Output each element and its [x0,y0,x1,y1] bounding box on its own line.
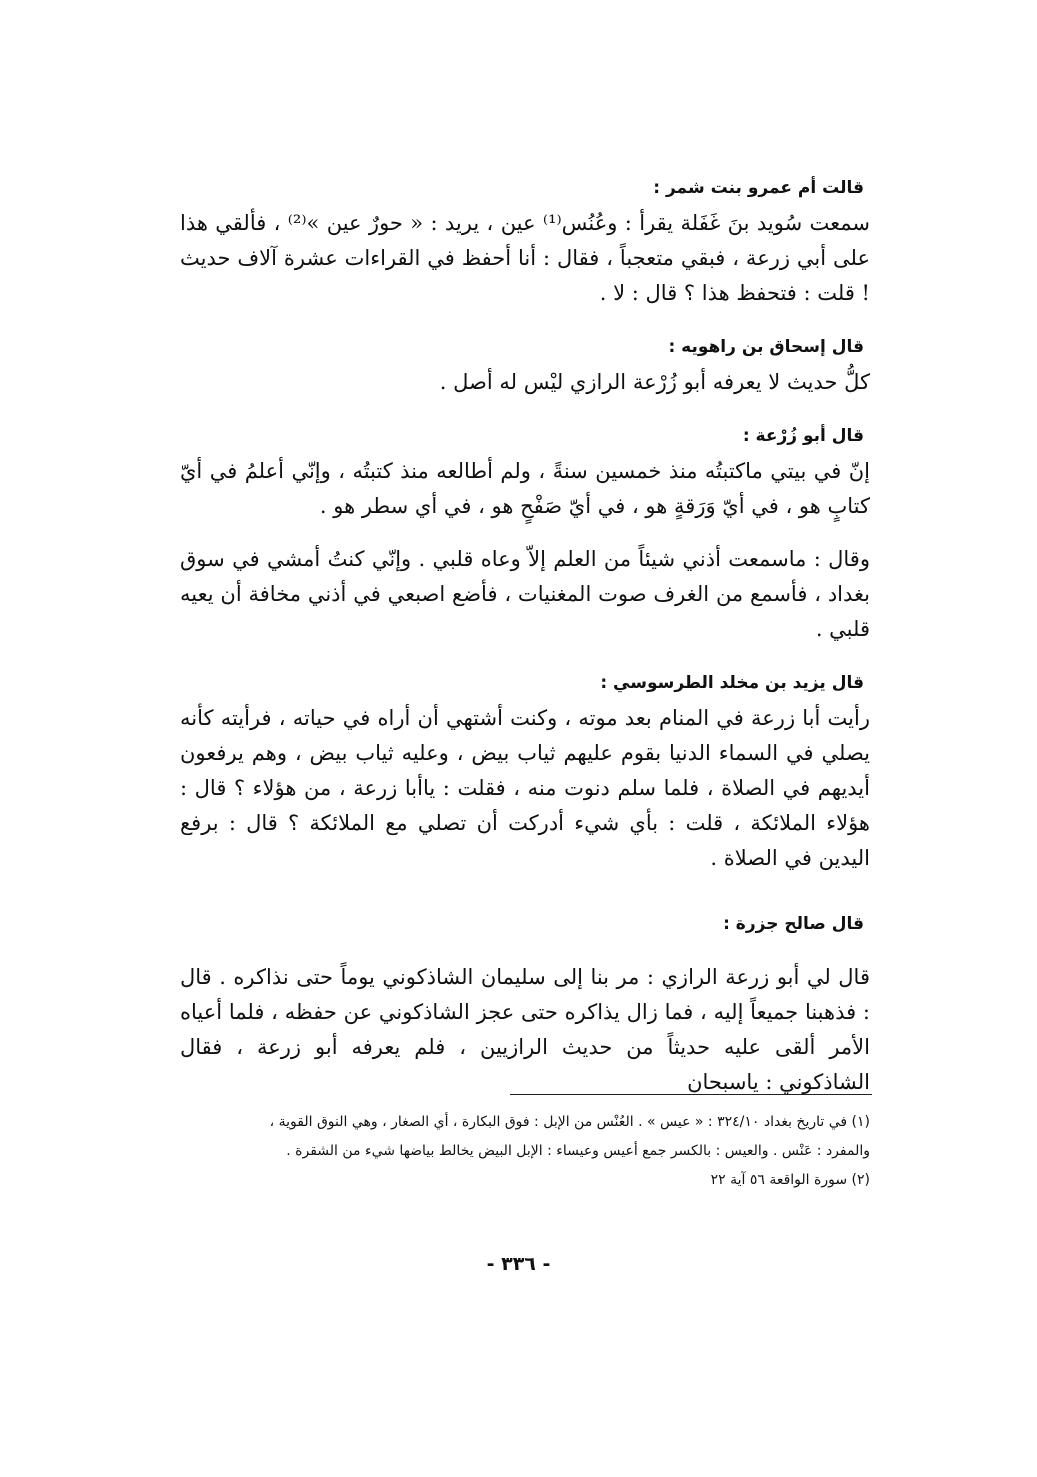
footnotes [180,1108,870,1195]
paragraph: سمعت سُويد بنَ غَفَلة يقرأ : وعُنُس⁽¹⁾ عين ، يريد : « حورٌ عين »⁽²⁾ ، فألقي هذا على أبي زرعة ، فبقي متعجباً ، فقال : أنا أحفظ في القراءات عشرة آلاف حديث ! قلت : فتحفظ هذا ؟ قال : لا . [180,211,871,305]
footnote-line: (١) في تاريخ بغداد ٣٢٤/١٠ : « عيس » . العُنْس من الإبل : فوق البكارة ، أي الصغار ، وهي النوق القوية ، [269,1114,870,1130]
page-number: - ٣٣٦ - [486,1253,551,1275]
section-heading: قال صالح جزرة : [723,914,864,934]
section-heading: قال أبو زُرْعة : [742,426,864,446]
paragraph: كلُّ حديث لا يعرفه أبو زُرْعة الرازي ليْس له أصل . [439,370,870,394]
footnote-line: والمفرد : عَنْس . والعيس : بالكسر جمع أعيس وعيساء : الإبل البيض يخالط بياضها شيء من الشقرة . [286,1143,870,1159]
footnote-divider [510,1094,872,1095]
section-heading: قالت أم عمرو بنت شمر : [653,178,864,198]
footnote-line: (٢) سورة الواقعة ٥٦ آية ٢٢ [710,1172,870,1188]
section-heading: قال يزيد بن مخلد الطرسوسي : [600,673,864,693]
paragraph: قال لي أبو زرعة الرازي : مر بنا إلى سليمان الشاذكوني يوماً حتى نذاكره . قال : فذهبنا جميعاً إليه ، فما زال يذاكره حتى عجز الشاذكوني عن حفظه ، فلما أعياه الأمر ألقى عليه حديثاً من حديث الرازيين ، فلم يعرفه أبو زرعة ، فقال الشاذكوني : ياسبحان [180,965,870,1094]
paragraph: رأيت أبا زرعة في المنام بعد موته ، وكنت أشتهي أن أراه في حياته ، فرأيته كأنه يصلي في السماء الدنيا بقوم عليهم ثياب بيض ، وعليه ثياب بيض ، وهم يرفعون أيديهم في الصلاة ، فلما سلم دنوت منه ، فقلت : ياأبا زرعة ، من هؤلاء ؟ قال : هؤلاء الملائكة ، قلت : بأي شيء أدركت أن تصلي مع الملائكة ؟ قال : برفع اليدين في الصلاة . [180,706,870,870]
paragraph: وقال : ماسمعت أذني شيئاً من العلم إلاّ وعاه قلبي . وإنّي كنتُ أمشي في سوق بغداد ، فأسمع من الغرف صوت المغنيات ، فأضع اصبعي في أذني مخافة أن يعيه قلبي . [180,547,870,641]
section-heading: قال إسحاق بن راهويه : [668,337,864,357]
page-body [180,178,870,1100]
paragraph: إنّ في بيتي ماكتبتُه منذ خمسين سنةً ، ولم أطالعه منذ كتبتُه ، وإنّي أعلمُ في أيّ كتابٍ هو ، في أيّ وَرَقةٍ هو ، في أيّ صَفْحٍ هو ، في أي سطر هو . [180,459,870,518]
